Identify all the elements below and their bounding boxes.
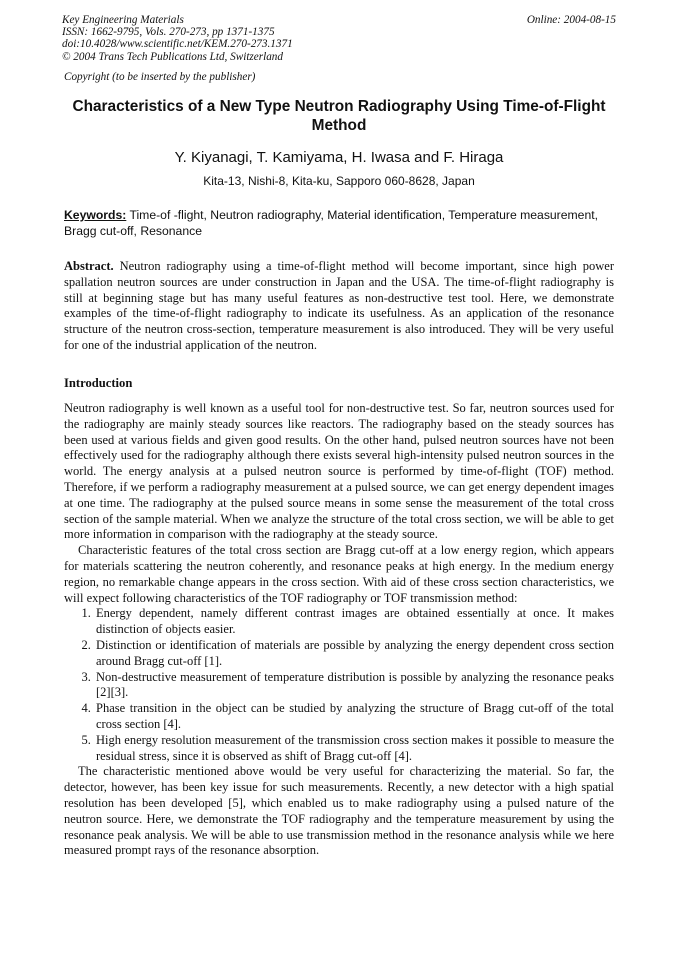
intro-paragraph-3: The characteristic mentioned above would be very useful for characterizing the material. So far, the detector, however, has been key issue for such measurements. Recently, a new detector with a high spatial resolution has been developed [5], which enabled us to make radiography using a pulsed nature of the neutron source. Here, we demonstrate the TOF radiography and the temperature measurement by using the resonance peak analysis. We will be able to use transmission method in the resonance analysis while we here measured prompt rays of the resonance absorption. xyxy=(64,764,614,858)
introduction-heading: Introduction xyxy=(64,376,133,390)
affiliation: Kita-13, Nishi-8, Kita-ku, Sapporo 060-8628, Japan xyxy=(203,174,475,188)
keywords-text: Time-of -flight, Neutron radiography, Material identification, Temperature measurement, Bragg cut-off, Resonance xyxy=(64,208,599,238)
intro-paragraph-1: Neutron radiography is well known as a useful tool for non-destructive test. So far, neutron sources used for the radiography are mainly steady sources like reactors. The radiography based on the steady sources has been used at various fields and given good results. On the other hand, pulsed neutron sources have not been effectively used for the radiography although there exists several high-intensity pulsed neutron sources in the world. The energy analysis at a pulsed neutron source is performed by time-of-flight (TOF) method. Therefore, if we perform a radiography measurement at a pulsed source, we can get energy dependent images at one time. The radiography at the pulsed source means in some sense the measurement of the total cross section of the sample material. When we analyze the structure of the total cross section, we will be able to get more information in comparison with the radiography at the steady source. xyxy=(64,401,614,542)
list-item: 1. Energy dependent, namely different contrast images are obtained essentially at once. It makes distinction of objects easier. xyxy=(94,606,614,638)
online-date: Online: 2004-08-15 xyxy=(526,14,616,26)
paper-title: Characteristics of a New Type Neutron Radiography Using Time-of-Flight Method xyxy=(72,98,606,134)
characteristics-list xyxy=(64,606,614,764)
issn-line: ISSN: 1662-9795, Vols. 270-273, pp 1371-1375 xyxy=(62,26,275,39)
abstract xyxy=(64,259,614,354)
abstract-text: Neutron radiography using a time-of-flight method will become important, since high power spallation neutron sources are under construction in Japan and the USA. The time-of-flight radiography is still at beginning stage but has many useful features as non-destructive test tool. Here, we demonstrate examples of the time-of-flight radiography to indicate its usefulness. As an application of the resonance structure of the neutron cross-section, temperature measurement is also introduced. They will be very useful for one of the industrial application of the neutron. xyxy=(64,259,614,352)
list-item: 5. High energy resolution measurement of the transmission cross section makes it possible to measure the residual stress, since it is observed as shift of Bragg cut-off [4]. xyxy=(94,733,614,765)
introduction-body xyxy=(64,401,614,859)
abstract-label: Abstract. xyxy=(64,259,114,273)
list-item: 3. Non-destructive measurement of temperature distribution is possible by analyzing the resonance peaks [2][3]. xyxy=(94,670,614,702)
publisher-line: © 2004 Trans Tech Publications Ltd, Switzerland xyxy=(62,50,283,63)
doi-line: doi:10.4028/www.scientific.net/KEM.270-273.1371 xyxy=(62,38,293,51)
intro-paragraph-2: Characteristic features of the total cross section are Bragg cut-off at a low energy region, which appears for materials scattering the neutron coherently, and resonance peaks at high energy. In the medium energy region, no remarkable change appears in the cross section. With aid of these cross section characteristics, we will expect following characteristics of the TOF radiography or TOF transmission method: xyxy=(64,543,614,605)
authors: Y. Kiyanagi, T. Kamiyama, H. Iwasa and F. Hiraga xyxy=(174,149,504,166)
copyright-note: Copyright (to be inserted by the publisher) xyxy=(64,71,256,83)
keywords-label: Keywords: xyxy=(64,208,127,222)
journal-name: Key Engineering Materials xyxy=(62,14,184,26)
list-item: 4. Phase transition in the object can be studied by analyzing the structure of Bragg cut-off of the total cross section [4]. xyxy=(94,701,614,733)
journal-header xyxy=(62,14,616,63)
list-item: 2. Distinction or identification of materials are possible by analyzing the energy dependent cross section around Bragg cut-off [1]. xyxy=(94,638,614,670)
keywords xyxy=(64,207,616,239)
